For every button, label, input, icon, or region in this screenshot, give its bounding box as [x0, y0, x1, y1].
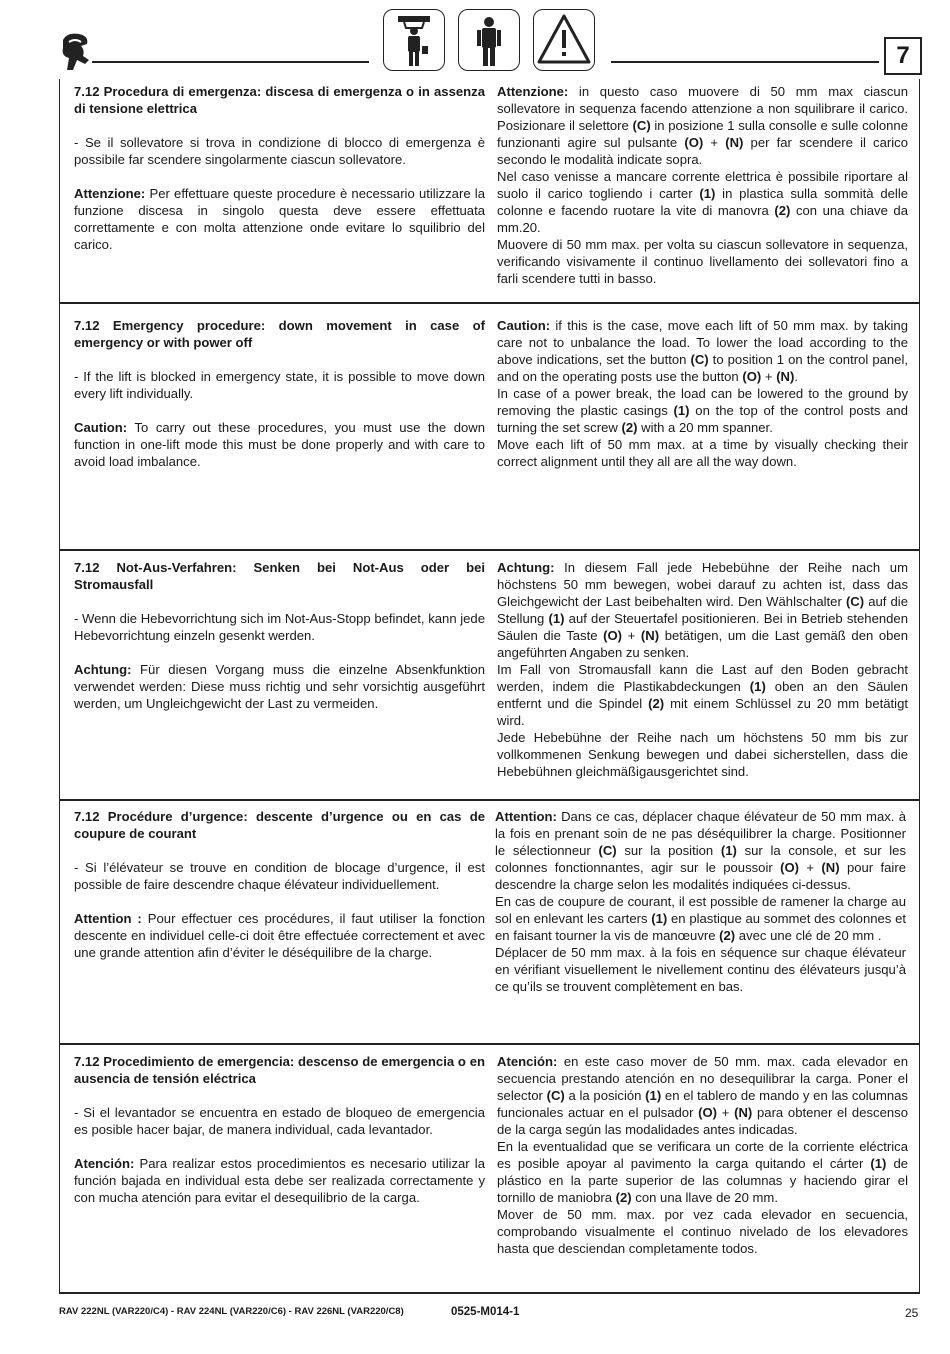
right-paragraph-3: Déplacer de 50 mm max. à la fois en séquence sur chaque élévateur en vérifiant visuellement le nivellement continu des élévateurs jusqu’à ce qu’ils se trouvent complètement en bas.: [495, 945, 906, 994]
section-it-left: [74, 83, 485, 253]
caution-text: Pour effectuer ces procédures, il faut utiliser la fonction descente en individuel celle-ci doit être effectuée correctement et avec une grande attention afin d’éviter le déséquilibre de la charge.: [74, 911, 485, 960]
caution-label: Caution:: [74, 420, 128, 435]
right-text: en este caso mover de 50 mm. max. cada elevador en secuencia prestando atención en no desequilibrar la carga. Poner el selector (C) a la posición (1) en el tablero de mando y en las columnas funcionales actuar en el pulsador (O) + (N) para obtener el descenso de la carga según las modalidades antes indicadas.: [497, 1054, 908, 1137]
chapter-number: 7: [884, 37, 922, 75]
operator-with-helmet-icon: [383, 9, 445, 71]
caution-label: Attenzione:: [497, 84, 569, 99]
caution-label: Achtung:: [497, 560, 555, 575]
caution-label: Achtung:: [74, 662, 132, 677]
caution-paragraph: [74, 185, 485, 253]
caution-label: Attenzione:: [74, 186, 146, 201]
section-paragraph: - If the lift is blocked in emergency state, it is possible to move down every lift individually.: [74, 369, 485, 401]
right-paragraph: [497, 317, 908, 385]
caution-text: To carry out these procedures, you must use the down function in one-lift mode this must be done properly and with care to avoid load imbalance.: [74, 420, 485, 469]
section-paragraph: - Se il sollevatore si trova in condizione di blocco di emergenza è possibile far scendere singolarmente ciascun sollevatore.: [74, 135, 485, 167]
section-en-right: [497, 317, 908, 470]
section-de-right: [497, 559, 908, 780]
footer-doc-code: 0525-M014-1: [451, 1306, 520, 1318]
page-number: 25: [905, 1306, 919, 1320]
right-paragraph: [497, 559, 908, 661]
section-paragraph: - Wenn die Hebevorrichtung sich im Not-Aus-Stopp befindet, kann jede Hebevorrichtung einzeln gesenkt werden.: [74, 611, 485, 643]
caution-paragraph: [74, 419, 485, 470]
right-paragraph-3: Muovere di 50 mm max. per volta su ciascun sollevatore in sequenza, verificando visivamente il continuo livellamento dei sollevatori fino a farli scendere tutti in basso.: [497, 237, 908, 286]
section-paragraph: - Si l’élévateur se trouve en condition de blocage d’urgence, il est possible de faire descendre chaque élévateur individuellement.: [74, 860, 485, 892]
caution-text: Per effettuare queste procedure è necessario utilizzare la funzione discesa in singolo questa deve essere effettuata correttamente e con molta attenzione onde evitare lo squilibrio del carico.: [74, 186, 485, 252]
header-rule-left: [92, 61, 369, 63]
right-paragraph-2: En la eventualidad que se verificara un corte de la corriente eléctrica es posible apoyar al pavimento la carga quitando el cárter (1) de plástico en la parte superior de las columnas y haciendo girar el tornillo de maniobra (2) con una llave de 20 mm.: [497, 1139, 909, 1205]
right-paragraph: [495, 808, 906, 893]
section-divider: [59, 1043, 920, 1045]
frame-bottom-rule: [59, 1292, 920, 1294]
caution-label: Attention:: [495, 809, 557, 824]
right-paragraph-2: In case of a power break, the load can be lowered to the ground by removing the plastic casings (1) on the top of the control posts and turning the set screw (2) with a 20 mm spanner.: [497, 386, 908, 435]
caution-text: Para realizar estos procedimientos es necesario utilizar la función bajada en individual esta debe ser realizada correctamente y con mucha atención para evitar el desequilibrio de la carga.: [74, 1156, 485, 1205]
section-heading: 7.12 Not-Aus-Verfahren: Senken bei Not-Aus oder bei Stromausfall: [74, 560, 485, 592]
section-divider: [59, 549, 920, 551]
right-paragraph-3: Jede Hebebühne der Reihe nach um höchstens 50 mm bis zur vollkommenen Senkung bewegen und dabei sicherstellen, dass die Hebebühnen gleichmäßigausgerichtet sind.: [497, 730, 908, 779]
warning-triangle-icon: [533, 9, 595, 71]
right-text: Dans ce cas, déplacer chaque élévateur de 50 mm max. à la fois en prenant soin de ne pas déséquilibrer la charge. Positionner le sélectionneur (C) sur la position (1) sur la console, et sur les colonnes fonctionnantes, agir sur le poussoir (O) + (N) pour faire descendre la charge selon les modalités indiquées ci-dessus.: [495, 809, 906, 892]
right-paragraph-3: Mover de 50 mm. max. por vez cada elevador en secuencia, comprobando visualmente el continuo nivelado de los elevadores hasta que desciendan completamente todos.: [497, 1207, 908, 1256]
operator-icon: [458, 9, 520, 71]
brand-logo: [55, 30, 95, 76]
right-paragraph-2: En cas de coupure de courant, il est possible de ramener la charge au sol en enlevant les carters (1) en plastique au sommet des colonnes et en faisant tourner la vis de manœuvre (2) avec une clé de 20 mm .: [495, 894, 906, 943]
section-fr-right: [495, 808, 906, 995]
right-paragraph: [497, 83, 908, 168]
section-heading: 7.12 Procedimiento de emergencia: descenso de emergencia o en ausencia de tensión eléctrica: [74, 1054, 485, 1086]
section-de-left: [74, 559, 485, 712]
right-text: In diesem Fall jede Hebebühne der Reihe nach um höchstens 50 mm bewegen, wobei darauf zu achten ist, dass das Gleichgewicht der Last beibehalten wird. Den Wählschalter (C) auf die Stellung (1) auf der Steuertafel positionieren. Bei in Betrieb stehenden Säulen die Taste (O) + (N) betätigen, um die Last gemäß den oben angeführten Angaben zu senken.: [497, 560, 908, 660]
caution-paragraph: [74, 910, 485, 961]
section-divider: [59, 799, 920, 801]
caution-label: Attention :: [74, 911, 142, 926]
section-es-right: [497, 1053, 908, 1257]
section-divider: [59, 302, 920, 304]
section-heading: 7.12 Emergency procedure: down movement in case of emergency or with power off: [74, 318, 485, 350]
section-fr-left: [74, 808, 485, 961]
right-paragraph-2: Im Fall von Stromausfall kann die Last auf den Boden gebracht werden, indem die Plastikabdeckungen (1) oben an den Säulen entfernt und die Spindel (2) mit einem Schlüssel zu 20 mm betätigt wird.: [497, 662, 908, 728]
right-text: in questo caso muovere di 50 mm max ciascun sollevatore in sequenza facendo attenzione a non squilibrare il carico. Posizionare il selettore (C) in posizione 1 sulla consolle e sulle colonne funzionanti agire sul pulsante (O) + (N) per far scendere il carico secondo le modalità indicate sopra.: [497, 84, 909, 167]
section-es-left: [74, 1053, 485, 1206]
caution-label: Caution:: [497, 318, 551, 333]
section-heading: 7.12 Procedura di emergenza: discesa di emergenza o in assenza di tensione elettrica: [74, 84, 485, 116]
right-paragraph-2: Nel caso venisse a mancare corrente elettrica è possibile riportare al suolo il carico togliendo i carter (1) in plastica sulla sommità delle colonne e facendo ruotare la vite di manovra (2) con una chiave da mm.20.: [497, 169, 909, 235]
section-heading: 7.12 Procédure d’urgence: descente d’urgence ou en cas de coupure de courant: [74, 809, 485, 841]
caution-paragraph: [74, 661, 485, 712]
right-paragraph-3: Move each lift of 50 mm max. at a time by visually checking their correct alignment until they all are all the way down.: [497, 437, 908, 469]
right-paragraph: [497, 1053, 908, 1138]
right-text: if this is the case, move each lift of 50 mm max. by taking care not to unbalance the load. To lower the load according to the above indications, set the button (C) to position 1 on the control panel, and on the operating posts use the button (O) + (N).: [497, 318, 908, 384]
caution-label: Atención:: [74, 1156, 135, 1171]
header-rule-right: [611, 61, 879, 63]
section-it-right: [497, 83, 908, 287]
caution-text: Für diesen Vorgang muss die einzelne Absenkfunktion verwendet werden: Diese muss richtig und sehr vorsichtig ausgeführt werden, um Ungleichgewicht der Last zu vermeiden.: [74, 662, 485, 711]
footer-models: RAV 222NL (VAR220/C4) - RAV 224NL (VAR220/C6) - RAV 226NL (VAR220/C8): [59, 1306, 404, 1317]
section-en-left: [74, 317, 485, 470]
section-paragraph: - Si el levantador se encuentra en estado de bloqueo de emergencia es posible hacer bajar, de manera individual, cada levantador.: [74, 1105, 485, 1137]
caution-paragraph: [74, 1155, 485, 1206]
caution-label: Atención:: [497, 1054, 558, 1069]
